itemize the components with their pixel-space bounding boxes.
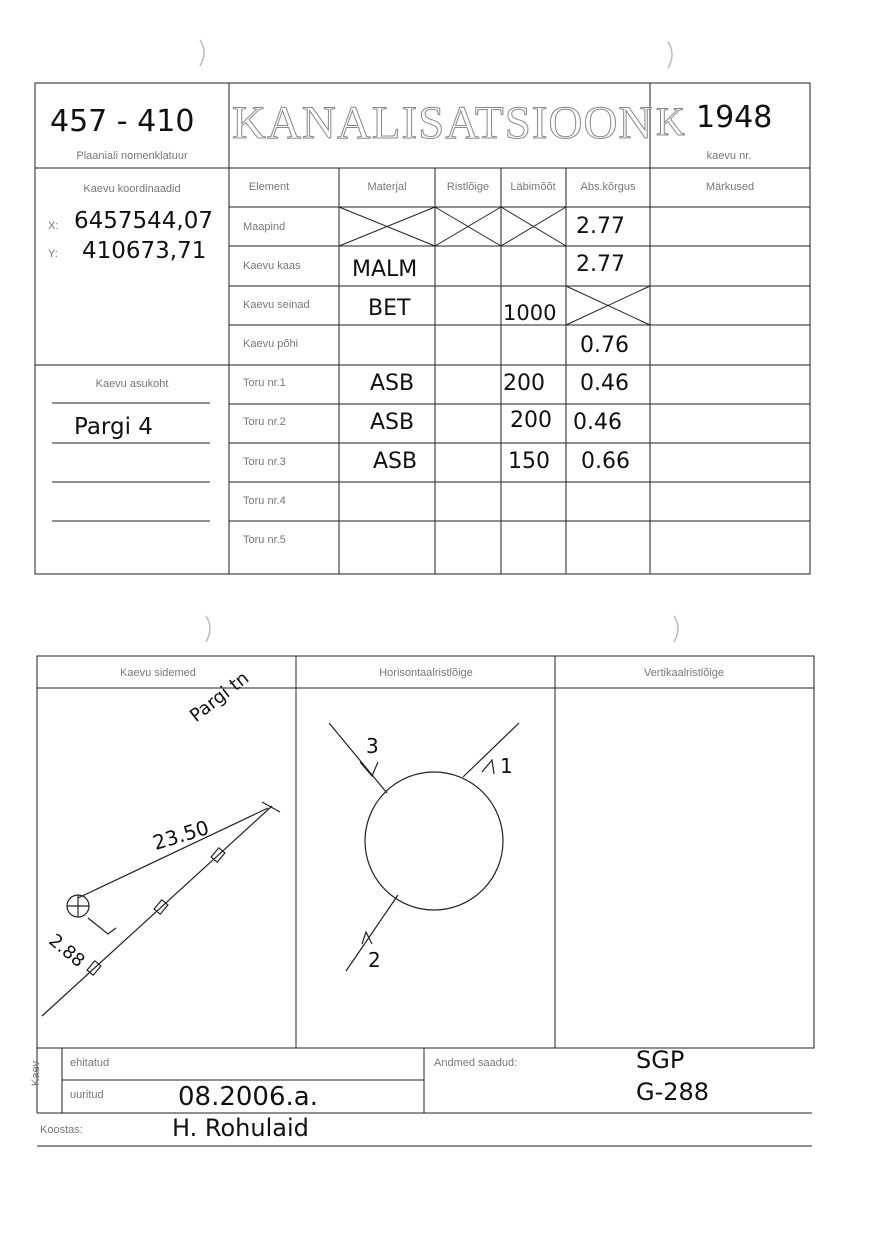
row-element: Toru nr.3 bbox=[243, 456, 286, 468]
header-abs-height: Abs.kõrgus bbox=[580, 181, 636, 193]
cell-material: ASB bbox=[373, 449, 418, 474]
form-title: KANALISATSIOON bbox=[232, 97, 654, 149]
row-element: Toru nr.4 bbox=[243, 495, 286, 507]
y-label: Y: bbox=[48, 248, 58, 260]
row-element: Kaevu põhi bbox=[243, 338, 299, 350]
location-label: Kaevu asukoht bbox=[95, 378, 169, 390]
nomenclature-value: 457 - 410 bbox=[50, 104, 195, 139]
cell-material: ASB bbox=[370, 371, 415, 396]
horizontal-section bbox=[329, 723, 519, 971]
compiled-value: H. Rohulaid bbox=[172, 1114, 309, 1142]
header-cross-section: Ristlõige bbox=[446, 181, 490, 193]
surveyed-value: 08.2006.a. bbox=[178, 1082, 318, 1112]
location-value: Pargi 4 bbox=[74, 414, 153, 440]
sketch-grid bbox=[37, 656, 814, 1048]
row-element: Maapind bbox=[243, 221, 286, 233]
built-label: ehitatud bbox=[70, 1057, 110, 1069]
data-source-value-2: G-288 bbox=[636, 1078, 710, 1106]
cell-abs-height: 0.46 bbox=[580, 371, 629, 396]
header-notes: Märkused bbox=[705, 181, 755, 193]
row-element: Toru nr.1 bbox=[243, 377, 286, 389]
street-label: Pargi tn bbox=[186, 667, 254, 727]
cell-material: MALM bbox=[352, 257, 418, 282]
cell-diameter: 200 bbox=[503, 371, 545, 396]
pipe-label-1: 1 bbox=[500, 754, 513, 778]
x-value: 6457544,07 bbox=[74, 208, 214, 234]
header-diameter: Läbimõõt bbox=[510, 181, 556, 193]
sketch-header-connections: Kaevu sidemed bbox=[120, 667, 196, 679]
row-element: Kaevu kaas bbox=[243, 260, 301, 272]
distance-side: 2.88 bbox=[44, 930, 89, 972]
cell-diameter: 150 bbox=[508, 449, 550, 474]
cell-abs-height: 0.76 bbox=[580, 333, 629, 358]
x-label: X: bbox=[48, 220, 59, 232]
y-value: 410673,71 bbox=[82, 238, 207, 264]
distance-main: 23.50 bbox=[150, 815, 212, 855]
coordinates-label: Kaevu koordinaadid bbox=[83, 183, 181, 195]
data-source-label: Andmed saadud: bbox=[434, 1057, 518, 1069]
surveyed-label: uuritud bbox=[70, 1089, 104, 1101]
row-element: Kaevu seinad bbox=[243, 299, 310, 311]
cell-material: BET bbox=[368, 296, 411, 321]
well-number-label: kaevu nr. bbox=[706, 150, 752, 162]
nomenclature-label: Plaaniali nomenklatuur bbox=[76, 150, 188, 162]
compiled-label: Koostas: bbox=[40, 1124, 83, 1136]
cell-abs-height: 0.46 bbox=[573, 410, 622, 435]
footer-side-label: Kaev bbox=[30, 1060, 42, 1086]
sketch-header-vertical: Vertikaalristlõige bbox=[643, 667, 725, 679]
cell-abs-height: 0.66 bbox=[581, 449, 630, 474]
header-element: Element bbox=[248, 181, 290, 193]
sketch-header-horizontal: Horisontaalristlõige bbox=[379, 667, 473, 679]
pipe-label-2: 2 bbox=[368, 948, 381, 972]
data-source-value-1: SGP bbox=[636, 1046, 685, 1074]
well-prefix: K bbox=[656, 99, 685, 144]
well-number: 1948 bbox=[696, 100, 773, 135]
row-element: Toru nr.5 bbox=[243, 534, 286, 546]
cell-material: ASB bbox=[370, 410, 415, 435]
cell-diameter: 200 bbox=[510, 408, 552, 433]
cell-abs-height: 2.77 bbox=[576, 214, 625, 239]
header-material: Materjal bbox=[367, 181, 407, 193]
cell-abs-height: 2.77 bbox=[576, 252, 625, 277]
pipe-label-3: 3 bbox=[366, 734, 379, 758]
row-element: Toru nr.2 bbox=[243, 416, 286, 428]
cell-diameter: 1000 bbox=[503, 301, 557, 325]
